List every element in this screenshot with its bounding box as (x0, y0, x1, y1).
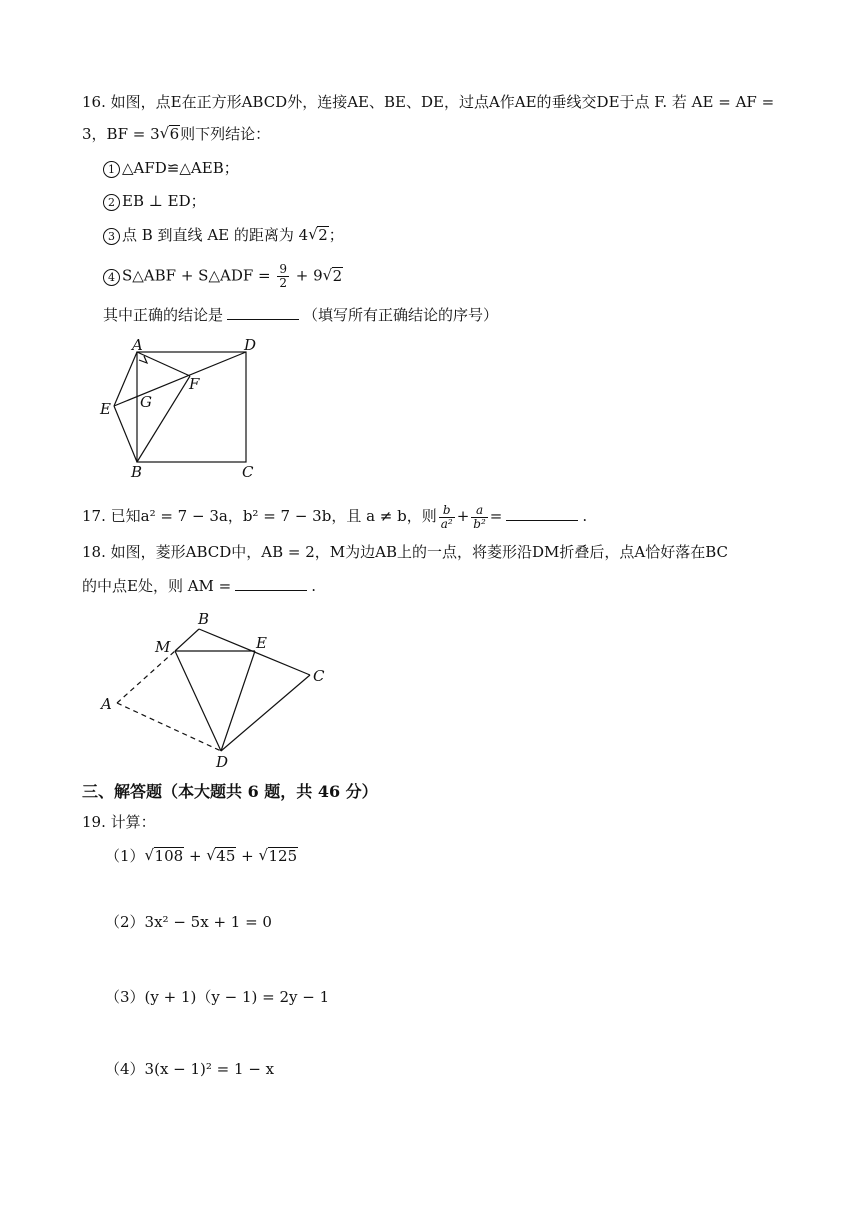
circled-number-4: 4 (103, 269, 120, 286)
segment-ad-dashed (117, 703, 221, 751)
label-b: B (131, 463, 143, 481)
conclusion-4-text: S△ABF + S△ADF = (122, 266, 276, 285)
square-abcd (137, 352, 246, 462)
circled-number-2: 2 (103, 194, 120, 211)
q19-part-2 (105, 912, 272, 932)
label-b: B (198, 610, 210, 628)
answer-blank[interactable] (235, 575, 307, 591)
q19-part-3 (105, 987, 329, 1007)
label-e: E (100, 400, 111, 418)
fraction-a-over-b2: $\frac{a}{\text{b²}}$ (473, 502, 486, 531)
segment-fb (137, 376, 190, 462)
sqrt-108: √ 108 (145, 846, 185, 866)
q16-line2-post: 则下列结论： (180, 125, 271, 143)
q19-part-4 (105, 1059, 274, 1079)
q16-conclusion-4 (103, 263, 343, 290)
q16-ask-text: 其中正确的结论是 (103, 306, 224, 324)
q19-part-1: （1）√ 108 + √ 45 + √ 125 (105, 846, 298, 866)
label-m: M (155, 638, 171, 656)
segment-am-dashed (117, 651, 175, 703)
label-a: A (132, 336, 143, 354)
label-f: F (189, 375, 200, 393)
part-2-equation: 3x² − 5x + 1 = 0 (144, 913, 272, 931)
q18-line1: 18. 如图，菱形ABCD中，AB = 2，M为边AB上的一点，将菱形沿DM折叠后，点A恰好落在BC (82, 543, 728, 561)
q16-figure (95, 332, 275, 482)
label-a: A (101, 695, 112, 713)
conclusion-3-text: 点 B 到直线 AE 的距离为 4 (122, 226, 309, 244)
q16-conclusion-2 (103, 191, 206, 211)
part-3-label: （3） (105, 988, 145, 1006)
conclusion-1-text: △AFD≌△AEB； (122, 159, 239, 177)
part-2-label: （2） (105, 913, 145, 931)
q17-end: . (582, 507, 588, 525)
q19-title: 19. 计算： (82, 813, 156, 831)
answer-blank[interactable] (227, 304, 299, 320)
q16-question (103, 304, 498, 325)
label-c: C (242, 463, 254, 481)
circled-number-1: 1 (103, 161, 120, 178)
q16-conclusion-3 (103, 225, 344, 245)
q18-end: . (311, 577, 317, 595)
q17-text: 17. 已知a² = 7 − 3a，b² = 7 − 3b，且 a ≠ b，则 (82, 507, 437, 525)
sqrt-6: √ 6 (160, 124, 181, 144)
right-angle-mark (139, 356, 147, 363)
part-4-equation: 3(x − 1)² = 1 − x (144, 1060, 275, 1078)
fraction-b-over-a2: $\frac{b}{\text{a²}}$ (440, 502, 453, 531)
segment-mb (175, 629, 199, 651)
sqrt-125: √ 125 (259, 846, 299, 866)
label-c: C (313, 667, 325, 685)
q16-conclusion-1 (103, 158, 239, 178)
label-e: E (256, 634, 267, 652)
q18-line2 (82, 575, 316, 596)
circled-number-3: 3 (103, 228, 120, 245)
q17-plus: + (456, 507, 470, 525)
segment-eb (114, 406, 137, 462)
part-4-label: （4） (105, 1060, 145, 1078)
segment-md (175, 651, 221, 751)
sqrt-2: √ 2 (308, 225, 329, 245)
segment-af (137, 352, 190, 376)
label-d: D (244, 336, 257, 354)
part-1-label: （1） (105, 847, 145, 865)
q16-ask-note: （填写所有正确结论的序号） (303, 306, 499, 324)
sqrt-45: √ 45 (206, 846, 236, 866)
label-d: D (216, 753, 229, 770)
answer-blank[interactable] (506, 505, 578, 521)
q18-figure (95, 605, 335, 770)
q17-line (82, 503, 587, 531)
sqrt-2: √ 2 (323, 266, 344, 286)
section-heading: 三、解答题（本大题共 6 题，共 46 分） (82, 782, 378, 801)
q17-equals: = (489, 507, 503, 525)
q16-line1: 16. 如图，点E在正方形ABCD外，连接AE、BE、DE，过点A作AE的垂线交DE于点 F. 若 AE = AF = (82, 93, 775, 111)
conclusion-2-text: EB ⊥ ED； (122, 192, 206, 210)
part-3-equation: (y + 1)（y − 1) = 2y − 1 (144, 988, 330, 1006)
conclusion-4-mid: + 9 (291, 266, 323, 285)
label-g: G (140, 393, 152, 411)
q16-line2 (82, 124, 270, 144)
fraction-9-2: $\frac{9}{2}$ (279, 262, 288, 290)
conclusion-3-end: ； (328, 226, 344, 244)
q18-text: 的中点E处，则 AM = (82, 577, 232, 595)
q16-line2-pre: 3，BF = 3 (82, 125, 160, 143)
